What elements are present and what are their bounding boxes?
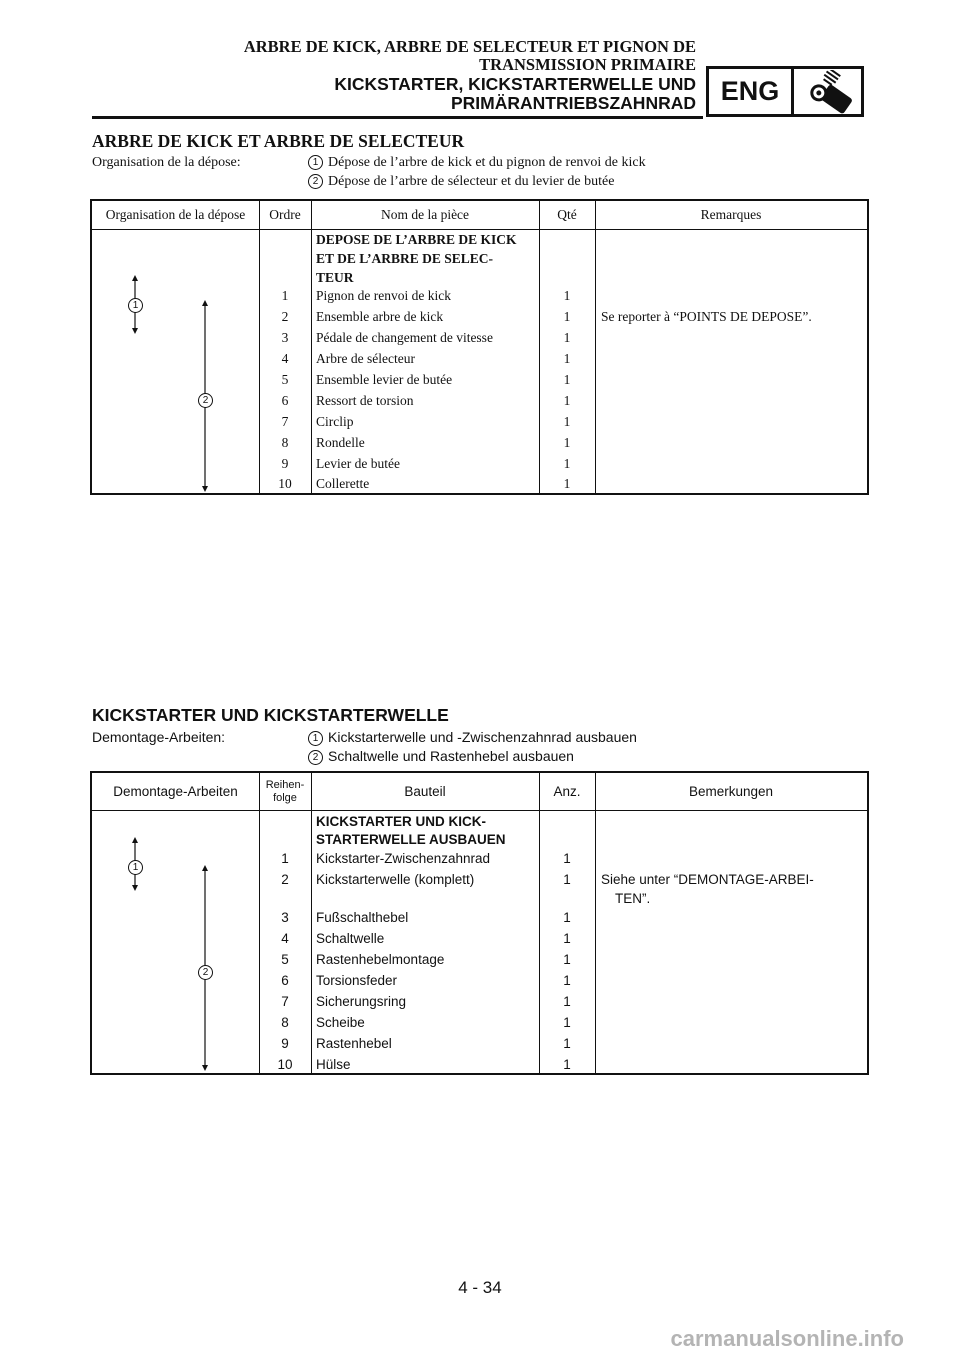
row-qty: 1: [563, 973, 571, 988]
row-part-name: Sicherungsring: [316, 994, 407, 1009]
row-qty: 1: [563, 994, 571, 1009]
col-header: Bemerkungen: [688, 784, 774, 799]
header-title-fr-line2: TRANSMISSION PRIMAIRE: [479, 55, 696, 74]
step-number-1: 1: [308, 731, 323, 746]
row-qty: 1: [563, 931, 571, 946]
row-qty: 1: [563, 1015, 571, 1030]
section-de-title: KICKSTARTER UND KICKSTARTERWELLE: [92, 705, 449, 725]
heading-line: ET DE L’ARBRE DE SELEC-: [316, 251, 494, 266]
row-part-name: Rondelle: [316, 435, 365, 450]
org-de-item-2-text: Schaltwelle und Rastenhebel ausbauen: [328, 748, 574, 764]
row-remark: Se reporter à “POINTS DE DEPOSE”.: [601, 309, 812, 324]
step-number-2: 2: [308, 174, 323, 189]
range-label-2: 2: [198, 965, 213, 980]
row-order: 9: [281, 1036, 289, 1051]
row-order: 3: [281, 910, 289, 925]
row-qty: 1: [563, 872, 571, 887]
range-label-1: 1: [128, 298, 143, 313]
column-divider: [595, 773, 596, 1073]
heading-line: STARTERWELLE AUSBAUEN: [316, 832, 506, 847]
col-header: Bauteil: [404, 784, 446, 799]
row-qty: 1: [563, 1057, 571, 1072]
range-arrows-de: [92, 773, 259, 1075]
heading-line: TEUR: [316, 270, 354, 285]
row-qty: 1: [563, 351, 571, 366]
row-part-name: Rastenhebel: [316, 1036, 392, 1051]
table-fr: [90, 199, 869, 495]
row-part-name: Scheibe: [316, 1015, 365, 1030]
watermark: carmanualsonline.info: [670, 1326, 904, 1351]
row-qty: 1: [563, 435, 571, 450]
column-divider: [311, 773, 312, 1073]
row-part-name: Ressort de torsion: [316, 393, 414, 408]
org-de-item-1-text: Kickstarterwelle und -Zwischenzahnrad ausbauen: [328, 729, 637, 745]
row-part-name: Arbre de sélecteur: [316, 351, 415, 366]
range-arrows-fr: [92, 201, 259, 495]
org-de-label: Demontage-Arbeiten:: [92, 729, 226, 745]
row-part-name: Fußschalthebel: [316, 910, 409, 925]
row-qty: 1: [563, 1036, 571, 1051]
row-qty: 1: [563, 851, 571, 866]
row-order: 2: [281, 309, 289, 324]
row-order: 1: [281, 288, 289, 303]
col-header-order-line2: folge: [273, 791, 297, 804]
row-part-name: Levier de butée: [316, 456, 400, 471]
col-header: Ordre: [269, 207, 301, 222]
org-fr-label: Organisation de la dépose:: [92, 155, 241, 170]
header-title-de-line2: PRIMÄRANTRIEBSZAHNRAD: [451, 93, 696, 113]
row-order: 6: [281, 393, 289, 408]
row-order: 5: [281, 372, 289, 387]
heading-line: DEPOSE DE L’ARBRE DE KICK: [316, 232, 517, 247]
step-number-1: 1: [308, 155, 323, 170]
column-divider: [311, 201, 312, 493]
row-qty: 1: [563, 952, 571, 967]
heading-line: KICKSTARTER UND KICK-: [316, 814, 486, 829]
badge-label: ENG: [709, 69, 794, 114]
page-number: 4 - 34: [458, 1278, 502, 1297]
col-header: Organisation de la dépose: [105, 207, 246, 222]
row-remark: TEN”.: [615, 891, 651, 906]
org-de-item-2: [308, 746, 574, 766]
row-order: 7: [281, 994, 289, 1009]
col-header: Qté: [557, 207, 577, 222]
row-qty: 1: [563, 288, 571, 303]
col-header: Demontage-Arbeiten: [113, 784, 238, 799]
step-number-2: 2: [308, 750, 323, 765]
col-header-order-line1: Reihen-: [265, 778, 305, 791]
range-label-2: 2: [198, 393, 213, 408]
row-qty: 1: [563, 910, 571, 925]
table-de: [90, 771, 869, 1075]
row-order: 8: [281, 1015, 289, 1030]
row-part-name: Pédale de changement de vitesse: [316, 330, 493, 345]
row-order: 10: [277, 1057, 293, 1072]
header-title-fr-line1: ARBRE DE KICK, ARBRE DE SELECTEUR ET PIGNON DE: [243, 37, 696, 56]
row-part-name: Ensemble arbre de kick: [316, 309, 444, 324]
row-order: 5: [281, 952, 289, 967]
column-divider: [595, 201, 596, 493]
row-part-name: Circlip: [316, 414, 354, 429]
row-part-name: Hülse: [316, 1057, 351, 1072]
row-qty: 1: [563, 393, 571, 408]
row-qty: 1: [563, 330, 571, 345]
row-part-name: Ensemble levier de butée: [316, 372, 453, 387]
org-fr-item-2-text: Dépose de l’arbre de sélecteur et du levier de butée: [328, 174, 615, 189]
org-fr-item-1-text: Dépose de l’arbre de kick et du pignon de renvoi de kick: [328, 155, 646, 170]
row-remark: Siehe unter “DEMONTAGE-ARBEI-: [601, 872, 814, 887]
range-label-1: 1: [128, 860, 143, 875]
row-order: 4: [281, 351, 289, 366]
row-qty: 1: [563, 309, 571, 324]
row-part-name: Torsionsfeder: [316, 973, 398, 988]
row-qty: 1: [563, 476, 571, 491]
row-order: 3: [281, 330, 289, 345]
header-rule: [92, 116, 703, 119]
org-fr-item-2: [308, 172, 614, 192]
row-part-name: Pignon de renvoi de kick: [316, 288, 451, 303]
org-fr-item-1: [308, 153, 646, 173]
header-title-de-line1: KICKSTARTER, KICKSTARTERWELLE UND: [334, 74, 696, 94]
row-qty: 1: [563, 414, 571, 429]
row-order: 8: [281, 435, 289, 450]
row-part-name: Rastenhebelmontage: [316, 952, 445, 967]
row-order: 1: [281, 851, 289, 866]
col-header: Nom de la pièce: [380, 207, 470, 222]
engine-piston-icon: [794, 69, 861, 114]
row-order: 6: [281, 973, 289, 988]
org-de-item-1: [308, 727, 637, 747]
row-part-name: Schaltwelle: [316, 931, 385, 946]
row-order: 2: [281, 872, 289, 887]
section-badge: [706, 66, 864, 117]
row-part-name: Kickstarterwelle (komplett): [316, 872, 475, 887]
col-header: Remarques: [700, 207, 762, 222]
col-header: Anz.: [553, 784, 581, 799]
col-header-order: [259, 773, 311, 810]
row-order: 4: [281, 931, 289, 946]
row-part-name: Kickstarter-Zwischenzahnrad: [316, 851, 491, 866]
row-qty: 1: [563, 372, 571, 387]
row-part-name: Collerette: [316, 476, 370, 491]
row-qty: 1: [563, 456, 571, 471]
row-order: 7: [281, 414, 289, 429]
row-order: 9: [281, 456, 289, 471]
section-fr-title: ARBRE DE KICK ET ARBRE DE SELECTEUR: [92, 131, 465, 151]
row-order: 10: [278, 476, 292, 491]
